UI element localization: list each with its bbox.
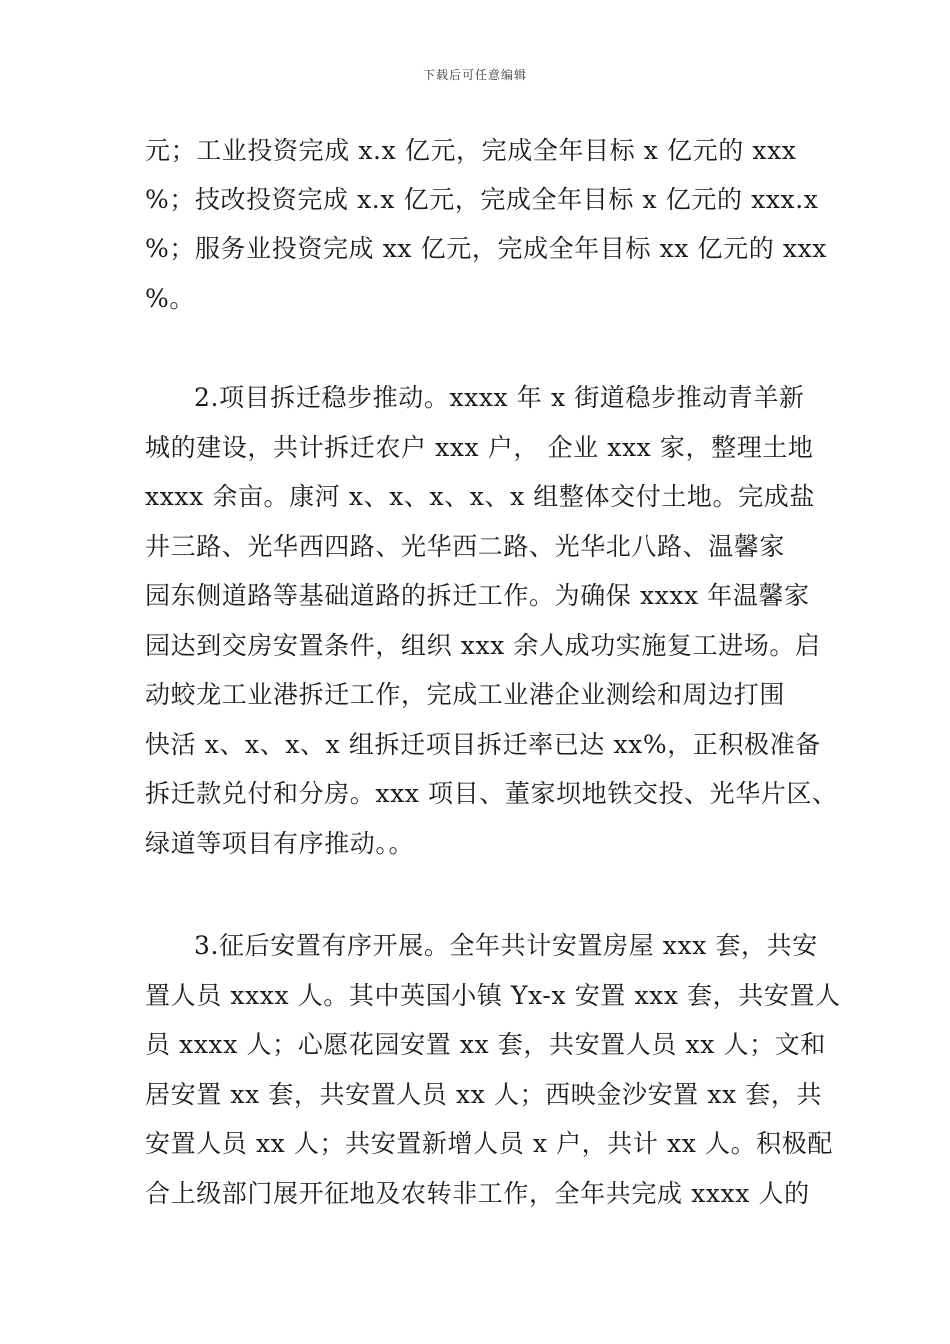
text-line: 快活 x、x、x、x 组拆迁项目拆迁率已达 xx%，正积极准备	[145, 730, 821, 759]
page-header-note: 下载后可任意编辑	[422, 68, 527, 82]
text-line: 安置人员 xx 人；共安置新增人员 x 户，共计 xx 人。积极配	[145, 1129, 833, 1158]
text-line: %；技改投资完成 x.x 亿元，完成全年目标 x 亿元的 xxx.x	[145, 185, 819, 214]
text-line: 拆迁款兑付和分房。xxx 项目、董家坝地铁交投、光华片区、	[145, 779, 838, 808]
text-line: 园东侧道路等基础道路的拆迁工作。为确保 xxxx 年温馨家	[145, 581, 810, 610]
text-line: 动蛟龙工业港拆迁工作，完成工业港企业测绘和周边打围	[145, 680, 786, 709]
text-line: xxxx 余亩。康河 x、x、x、x、x 组整体交付土地。完成盐	[145, 482, 815, 511]
text-line: 2.项目拆迁稳步推动。xxxx 年 x 街道稳步推动青羊新	[194, 383, 805, 412]
text-line: %；服务业投资完成 xx 亿元，完成全年目标 xx 亿元的 xxx	[145, 234, 827, 263]
text-line: 城的建设，共计拆迁农户 xxx 户， 企业 xxx 家，整理土地	[145, 433, 814, 462]
text-line: 绿道等项目有序推动。。	[145, 829, 415, 858]
text-line: %。	[145, 284, 195, 313]
text-line: 3.征后安置有序开展。全年共计安置房屋 xxx 套，共安	[194, 931, 818, 960]
text-line: 井三路、光华西四路、光华西二路、光华北八路、温馨家	[145, 532, 786, 561]
text-line: 元；工业投资完成 x.x 亿元，完成全年目标 x 亿元的 xxx	[145, 136, 797, 165]
text-line: 园达到交房安置条件，组织 xxx 余人成功实施复工进场。启	[145, 631, 821, 660]
text-line: 合上级部门展开征地及农转非工作，全年共完成 xxxx 人的	[145, 1179, 810, 1208]
text-line: 居安置 xx 套，共安置人员 xx 人；西映金沙安置 xx 套，共	[145, 1080, 823, 1109]
text-line: 员 xxxx 人；心愿花园安置 xx 套，共安置人员 xx 人；文和	[145, 1030, 826, 1059]
text-line: 置人员 xxxx 人。其中英国小镇 Yx-x 安置 xxx 套，共安置人	[145, 981, 841, 1010]
